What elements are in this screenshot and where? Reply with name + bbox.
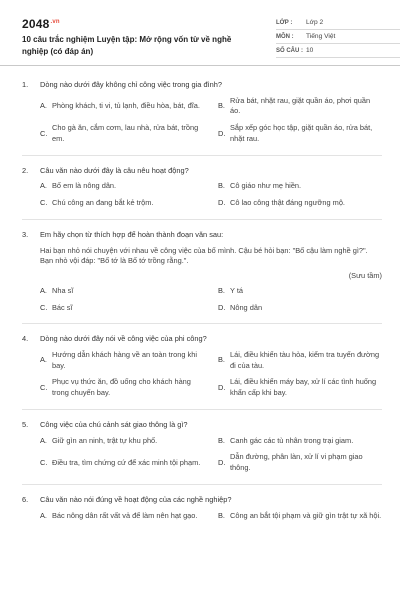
option-text: Phòng khách, ti vi, tủ lạnh, điều hòa, bát, đĩa.: [52, 101, 200, 111]
question-divider: [22, 219, 382, 220]
header-divider: [0, 65, 400, 66]
question-3: [22, 230, 382, 313]
option-letter: D.: [218, 198, 226, 208]
option-text: Dẫn đường, phân làn, xử lí vi phạm giao thông.: [230, 452, 363, 473]
document-title: 10 câu trắc nghiệm Luyện tập: Mở rộng vốn từ về nghề nghiệp (có đáp án): [22, 35, 232, 56]
logo-main: 2048: [22, 17, 50, 31]
option-letter: B.: [218, 355, 225, 365]
question-text: Câu văn nào nói đúng về hoạt động của các nghề nghiệp?: [40, 494, 232, 504]
option-b[interactable]: [218, 436, 382, 447]
option-letter: D.: [218, 382, 226, 392]
passage-source: (Sưu tầm): [348, 271, 382, 281]
option-text: Nông dân: [230, 302, 263, 312]
option-c[interactable]: [40, 377, 204, 398]
question-number: 5.: [22, 419, 29, 429]
option-text: Cô giáo như mẹ hiền.: [230, 181, 302, 191]
question-number: 6.: [22, 494, 29, 504]
option-text: Y tá: [230, 285, 244, 295]
option-letter: C.: [40, 382, 48, 392]
option-text: Công an bắt tội phạm và giữ gìn trật tự xã hội.: [230, 510, 382, 520]
meta-value: Tiếng Việt: [306, 33, 336, 40]
option-text: Lái, điều khiển tàu hỏa, kiểm tra tuyến đường đi của tàu.: [230, 350, 380, 370]
option-d[interactable]: [218, 452, 382, 473]
meta-value: 10: [306, 47, 314, 54]
question-number: 3.: [22, 229, 29, 239]
options: [40, 181, 382, 208]
option-letter: C.: [40, 198, 48, 208]
option-text: Rửa bát, nhặt rau, giặt quần áo, phơi quần áo.: [230, 95, 371, 116]
question-divider: [22, 484, 382, 485]
logo-suffix: .vn: [50, 19, 60, 25]
option-text: Cho gà ăn, cắm cơm, lau nhà, rửa bát, trồng em.: [52, 123, 199, 143]
option-c[interactable]: [40, 452, 204, 473]
meta-table: [276, 16, 400, 58]
meta-row-subject: [276, 30, 400, 44]
option-letter: D.: [218, 457, 226, 467]
option-letter: B.: [218, 101, 225, 111]
option-text: Bác nông dân rất vất vả để làm nên hạt gạo.: [52, 510, 198, 520]
option-letter: D.: [218, 302, 226, 312]
option-d[interactable]: [218, 377, 382, 398]
options: [40, 286, 382, 313]
option-a[interactable]: [40, 181, 204, 192]
question-text: Công việc của chú cảnh sát giao thông là gì?: [40, 419, 188, 429]
option-letter: B.: [218, 285, 225, 295]
question-number: 1.: [22, 80, 29, 89]
question-divider: [22, 409, 382, 410]
meta-value: Lớp 2: [306, 19, 324, 26]
option-a[interactable]: [40, 96, 204, 117]
option-text: Điều tra, tìm chứng cứ để xác minh tội phạm.: [52, 457, 201, 467]
meta-row-grade: [276, 16, 400, 30]
option-text: Bố em là nông dân.: [52, 181, 117, 191]
option-letter: C.: [40, 457, 48, 467]
options: [40, 350, 382, 399]
reading-passage: Hai bạn nhỏ nói chuyện với nhau về công việc của bố mình. Cậu bé hỏi bạn: "Bố cậu làm nghề gì?". Bạn nhỏ vội đáp: "Bố tớ là Bố tớ trồng rằng.".: [40, 245, 368, 266]
option-text: Lái, điều khiển máy bay, xử lí các tình huống khẩn cấp khi bay.: [230, 377, 377, 398]
option-b[interactable]: [218, 350, 382, 371]
option-letter: A.: [40, 510, 47, 520]
option-a[interactable]: [40, 286, 204, 297]
header: [22, 16, 378, 76]
question-text: Em hãy chọn từ thích hợp để hoàn thành đoạn văn sau:: [40, 229, 224, 239]
option-letter: D.: [218, 128, 226, 138]
option-c[interactable]: [40, 198, 204, 209]
option-letter: A.: [40, 101, 47, 111]
option-b[interactable]: [218, 511, 382, 522]
option-text: Hướng dẫn khách hàng về an toàn trong khi bay.: [52, 350, 197, 370]
option-letter: C.: [40, 128, 48, 138]
question-6: [22, 495, 382, 521]
question-divider: [22, 155, 382, 156]
question-1: [22, 80, 382, 145]
option-a[interactable]: [40, 350, 204, 371]
option-letter: B.: [218, 435, 225, 445]
question-text: Dòng nào dưới đây không chỉ công việc trong gia đình?: [40, 80, 222, 89]
options: [40, 436, 382, 474]
question-text: Câu văn nào dưới đây là câu nêu hoạt động?: [40, 165, 189, 175]
option-d[interactable]: [218, 303, 382, 314]
meta-row-count: [276, 44, 400, 58]
option-text: Sắp xếp góc học tập, giặt quần áo, rửa bát, nhặt rau.: [230, 123, 373, 143]
option-text: Nha sĩ: [52, 285, 74, 295]
options: [40, 96, 382, 145]
option-c[interactable]: [40, 303, 204, 314]
option-d[interactable]: [218, 123, 382, 144]
question-divider: [22, 323, 382, 324]
meta-key: MÔN :: [276, 34, 294, 40]
option-letter: C.: [40, 302, 48, 312]
question-4: [22, 334, 382, 399]
site-logo[interactable]: [22, 16, 60, 33]
option-d[interactable]: [218, 198, 382, 209]
option-text: Bác sĩ: [52, 302, 73, 312]
option-letter: A.: [40, 355, 47, 365]
option-text: Chú công an đang bắt kẻ trộm.: [52, 198, 154, 208]
meta-key: LỚP :: [276, 20, 293, 26]
question-2: [22, 166, 382, 209]
option-letter: B.: [218, 510, 225, 520]
option-b[interactable]: [218, 181, 382, 192]
question-list: [22, 80, 382, 531]
option-letter: A.: [40, 435, 47, 445]
option-text: Canh gác các tù nhân trong trại giam.: [230, 435, 354, 445]
option-b[interactable]: [218, 286, 382, 297]
option-c[interactable]: [40, 123, 204, 144]
options: [40, 511, 382, 522]
option-letter: A.: [40, 285, 47, 295]
option-letter: A.: [40, 181, 47, 191]
option-a[interactable]: [40, 436, 204, 447]
option-text: Giữ gìn an ninh, trật tự khu phố.: [52, 435, 158, 445]
question-number: 4.: [22, 334, 29, 344]
question-number: 2.: [22, 165, 29, 175]
option-letter: B.: [218, 181, 225, 191]
option-text: Phục vụ thức ăn, đồ uống cho khách hàng trong chuyến bay.: [52, 377, 191, 398]
option-b[interactable]: [218, 96, 382, 117]
question-5: [22, 420, 382, 474]
option-a[interactable]: [40, 511, 204, 522]
question-text: Dòng nào dưới đây nói về công việc của phi công?: [40, 334, 207, 344]
option-text: Cô lao công thật đáng ngưỡng mộ.: [230, 198, 345, 208]
meta-key: SỐ CÂU :: [276, 48, 303, 54]
